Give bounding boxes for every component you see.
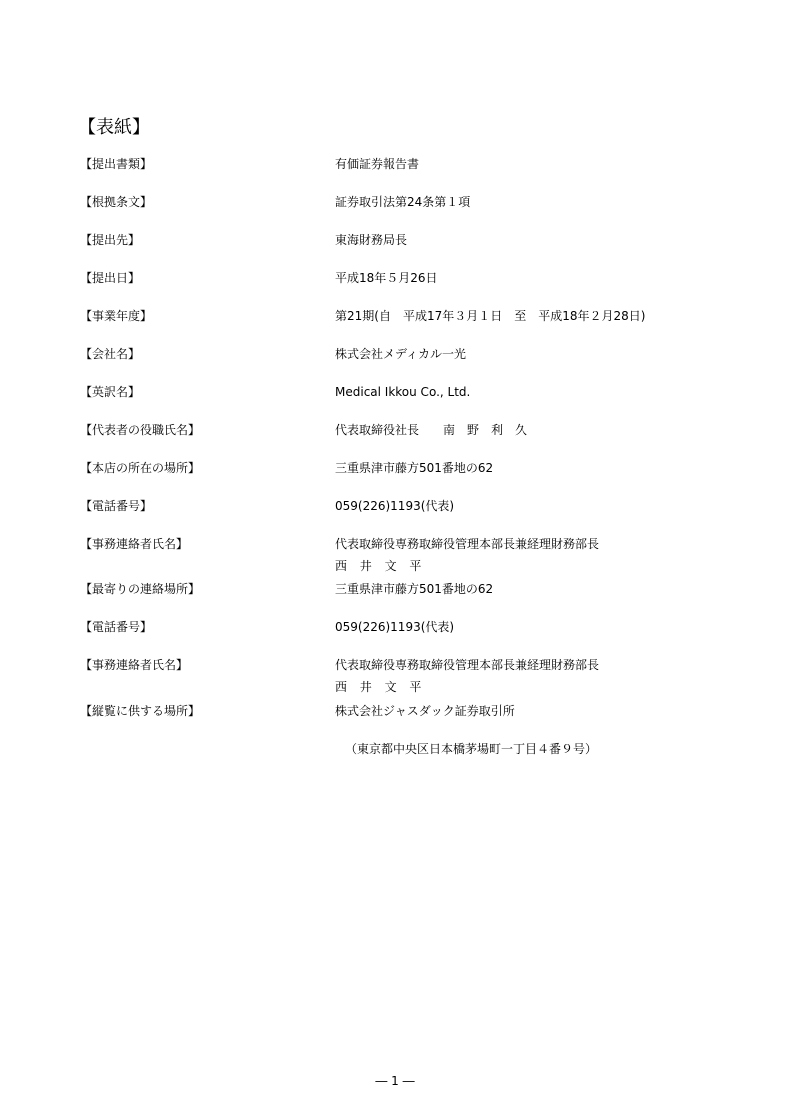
field-label: 【提出書類】 xyxy=(80,157,153,171)
field-label: 【会社名】 xyxy=(80,347,141,361)
field-label: 【事務連絡者氏名】 xyxy=(80,537,189,551)
field-label: 【電話番号】 xyxy=(80,499,153,513)
field-value: 株式会社ジャスダック証券取引所 xyxy=(335,704,515,718)
field-value: 有価証券報告書 xyxy=(335,157,420,171)
field-value: Medical Ikkou Co., Ltd. xyxy=(335,385,471,399)
field-value: 東海財務局長 xyxy=(335,233,408,247)
field-value: 平成18年５月26日 xyxy=(335,271,438,285)
field-label: 【縦覧に供する場所】 xyxy=(80,704,201,718)
field-label: 【本店の所在の場所】 xyxy=(80,461,201,475)
field-value: （東京都中央区日本橋茅場町一丁目４番９号） xyxy=(345,742,598,756)
field-label: 【根拠条文】 xyxy=(80,195,153,209)
field-label: 【代表者の役職氏名】 xyxy=(80,423,201,437)
field-value: 059(226)1193(代表) xyxy=(335,499,455,513)
field-label: 【英訳名】 xyxy=(80,385,141,399)
field-value: 代表取締役専務取締役管理本部長兼経理財務部長 xyxy=(335,658,600,672)
page-title: 【表紙】 xyxy=(78,117,150,138)
field-value: 三重県津市藤方501番地の62 xyxy=(335,461,494,475)
field-value: 代表取締役社長 南 野 利 久 xyxy=(335,423,528,437)
field-value: 第21期(自 平成17年３月１日 至 平成18年２月28日) xyxy=(335,309,646,323)
field-value: 代表取締役専務取締役管理本部長兼経理財務部長 xyxy=(335,537,600,551)
field-label: 【電話番号】 xyxy=(80,620,153,634)
field-label: 【事務連絡者氏名】 xyxy=(80,658,189,672)
field-label: 【提出先】 xyxy=(80,233,141,247)
contact-person-name: 西 井 文 平 xyxy=(335,559,422,573)
field-value: 株式会社メディカル一光 xyxy=(335,347,467,361)
contact-person-name: 西 井 文 平 xyxy=(335,680,422,694)
field-label: 【事業年度】 xyxy=(80,309,153,323)
field-value: 三重県津市藤方501番地の62 xyxy=(335,582,494,596)
field-value: 059(226)1193(代表) xyxy=(335,620,455,634)
field-label: 【最寄りの連絡場所】 xyxy=(80,582,201,596)
field-value: 証券取引法第24条第１項 xyxy=(335,195,471,209)
field-label: 【提出日】 xyxy=(80,271,141,285)
page-number: ― 1 ― xyxy=(375,1074,415,1088)
